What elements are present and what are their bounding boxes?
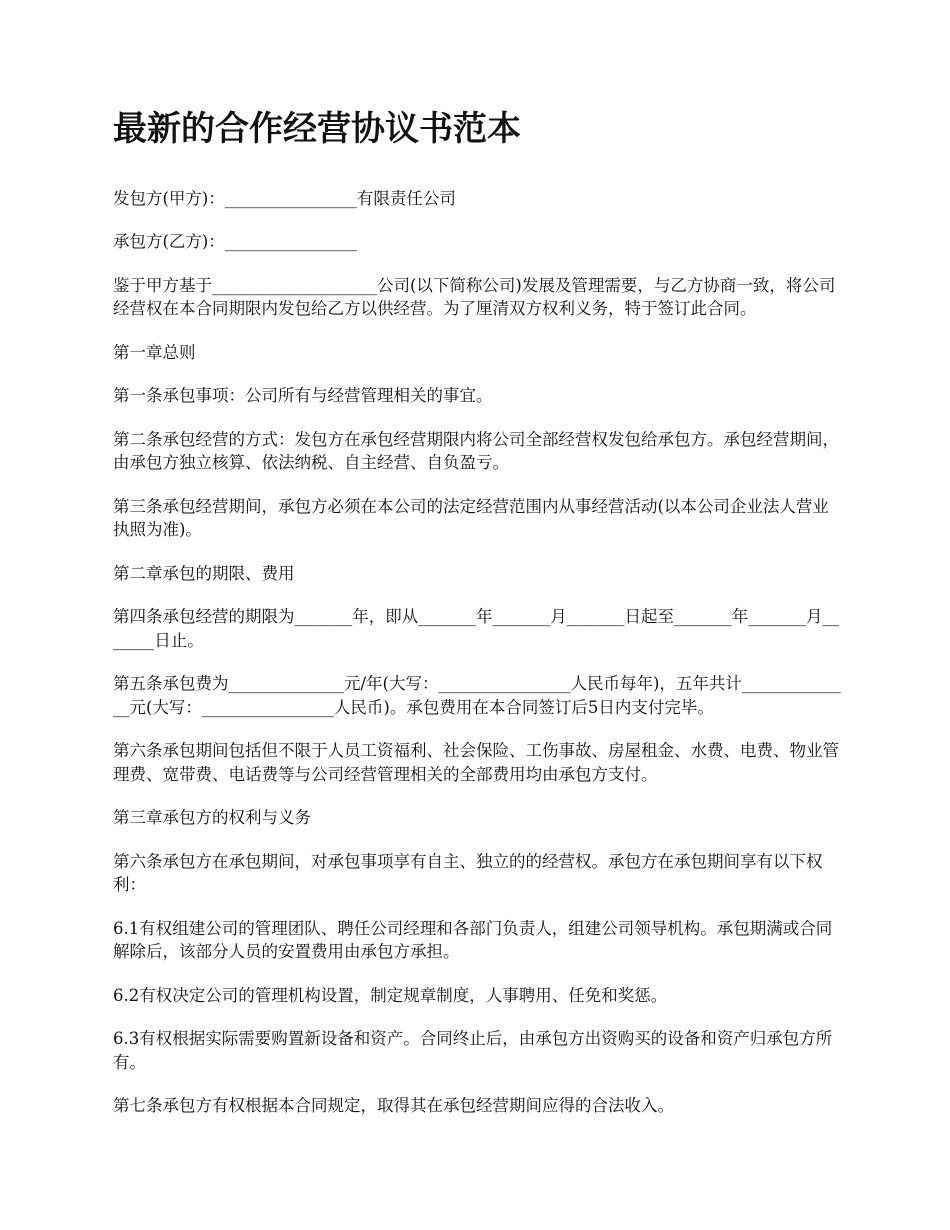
clause-6-1-paragraph: 6.1有权组建公司的管理团队、聘任公司经理和各部门负责人，组建公司领导机构。承包期满或合同解除后，该部分人员的安置费用由承包方承担。 bbox=[113, 918, 833, 961]
article-1-paragraph: 第一条承包事项：公司所有与经营管理相关的事宜。 bbox=[113, 386, 493, 405]
article-6-fees-paragraph: 第六条承包期间包括但不限于人员工资福利、社会保险、工伤事故、房屋租金、水费、电费、物业管理费、宽带费、电话费等与公司经营管理相关的全部费用均由承包方支付。 bbox=[113, 741, 839, 784]
document-title: 最新的合作经营协议书范本 bbox=[113, 109, 521, 149]
article-3-paragraph: 第三条承包经营期间，承包方必须在本公司的法定经营范围内从事经营活动(以本公司企业法人营业执照为准)。 bbox=[113, 496, 829, 539]
document-page bbox=[113, 108, 841, 1138]
article-5-paragraph: 第五条承包费为______________元/年(大写：________________人民币每年)，五年共计______________元(大写：________________人民币)。承包费用在本合同签订后5日内支付完毕。 bbox=[113, 674, 841, 717]
party-a-line: 发包方(甲方)：________________有限责任公司 bbox=[113, 188, 456, 208]
party-b-line: 承包方(乙方)：________________ bbox=[113, 232, 357, 251]
article-2-paragraph: 第二条承包经营的方式：发包方在承包经营期限内将公司全部经营权发包给承包方。承包经营期间，由承包方独立核算、依法纳税、自主经营、自负盈亏。 bbox=[113, 429, 839, 472]
clause-6-2-paragraph: 6.2有权决定公司的管理机构设置，制定规章制度，人事聘用、任免和奖惩。 bbox=[113, 985, 668, 1005]
article-6-rights-paragraph: 第六条承包方在承包期间，对承包事项享有自主、独立的的经营权。承包方在承包期间享有以下权利： bbox=[113, 851, 823, 894]
chapter-3-heading: 第三章承包方的权利与义务 bbox=[113, 808, 311, 827]
chapter-1-heading: 第一章总则 bbox=[113, 342, 196, 362]
preamble-paragraph: 鉴于甲方基于____________________公司(以下简称公司)发展及管理需要，与乙方协商一致，将公司经营权在本合同期限内发包给乙方以供经营。为了厘清双方权利义务，特于签订此合同。 bbox=[113, 275, 836, 318]
chapter-2-heading: 第二章承包的期限、费用 bbox=[113, 563, 295, 583]
clause-6-3-paragraph: 6.3有权根据实际需要购置新设备和资产。合同终止后，由承包方出资购买的设备和资产归承包方所有。 bbox=[113, 1029, 833, 1072]
article-4-paragraph: 第四条承包经营的期限为_______年，即从_______年_______月_______日起至_______年_______月_______日止。 bbox=[113, 607, 839, 650]
article-7-paragraph: 第七条承包方有权根据本合同规定，取得其在承包经营期间应得的合法收入。 bbox=[113, 1096, 674, 1115]
